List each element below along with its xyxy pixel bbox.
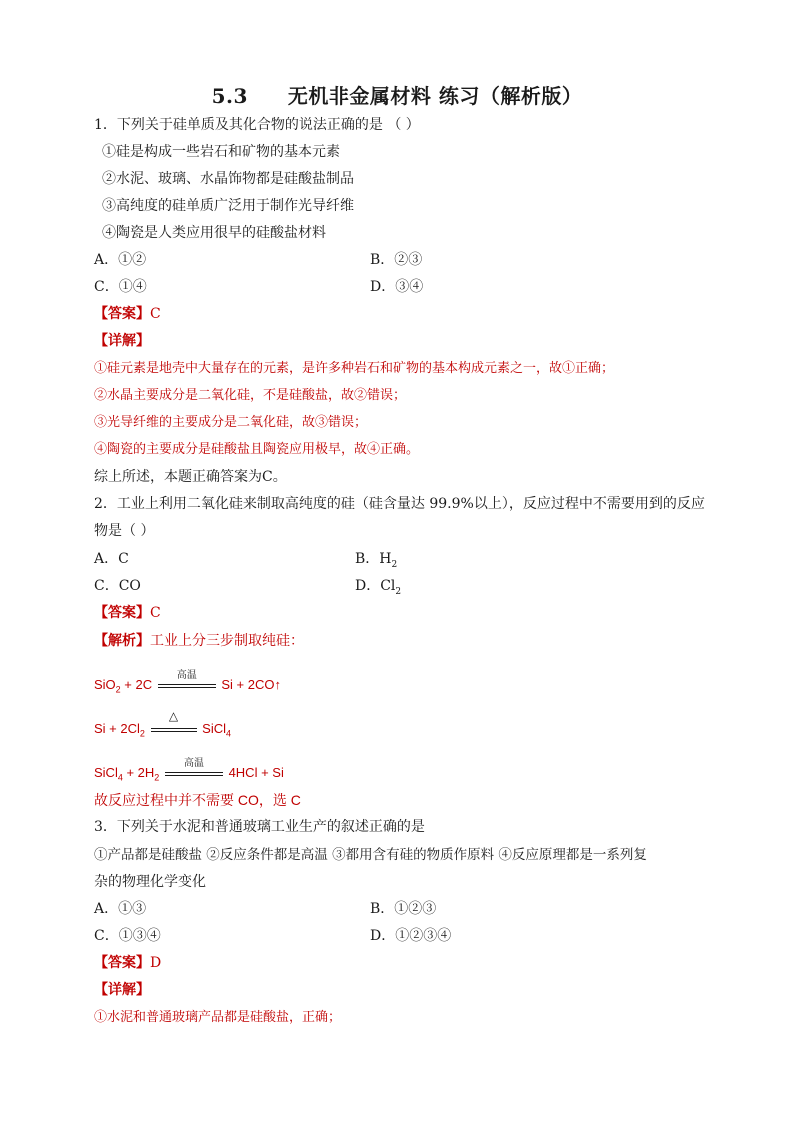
q1-statement-4: ④陶瓷是人类应用很早的硅酸盐材料 [102, 225, 326, 241]
reaction-arrow: 高温 [165, 767, 223, 781]
answer-value: C [150, 605, 161, 621]
q3-detail-tag: 【详解】 [94, 982, 150, 998]
q3-stem: 3．下列关于水泥和普通玻璃工业生产的叙述正确的是 [94, 819, 425, 835]
q2-answer [94, 604, 161, 622]
q1-detail-tag: 【详解】 [94, 333, 150, 349]
q1-summary: 综上所述，本题正确答案为C。 [94, 469, 287, 485]
equation-1: SiO$_2$ + 2C 高温 Si + 2CO↑ [94, 669, 281, 695]
equation-3: SiCl$_4$ + $2H_2$ 高温 4HCl + Si [94, 757, 284, 783]
q1-statement-2: ②水泥、玻璃、水晶饰物都是硅酸盐制品 [102, 171, 354, 187]
q1-explain-3: ③光导纤维的主要成分是二氧化硅，故③错误； [94, 415, 368, 430]
q1-option-c: C．①④ [94, 279, 147, 295]
q2-analysis [94, 631, 304, 650]
answer-tag: 【答案】 [94, 955, 150, 971]
q1-statement-1: ①硅是构成一些岩石和矿物的基本元素 [102, 144, 340, 160]
q1-option-b: B．②③ [370, 252, 423, 268]
q3-option-d: D．①②③④ [370, 928, 452, 944]
q2-option-a: A．C [94, 551, 129, 567]
q1-stem: 1．下列关于硅单质及其化合物的说法正确的是 （ ） [94, 117, 420, 133]
q3-answer [94, 954, 161, 972]
analysis-text: 工业上分三步制取纯硅： [150, 632, 304, 648]
q2-option-d: D．$Cl_2$ [355, 578, 402, 597]
q1-statement-3: ③高纯度的硅单质广泛用于制作光导纤维 [102, 198, 354, 214]
page-title [0, 80, 794, 109]
title-text: 无机非金属材料 练习（解析版） [287, 84, 583, 108]
answer-value: D [150, 955, 162, 971]
q1-answer [94, 305, 161, 323]
section-number: 5.3 [211, 84, 248, 108]
q1-explain-1: ①硅元素是地壳中大量存在的元素，是许多种岩石和矿物的基本构成元素之一，故①正确； [94, 361, 615, 376]
q2-stem-line-2: 物是（ ） [94, 523, 155, 539]
equation-2: $Si + 2Cl_2$ △ SiCl$_4$ [94, 708, 232, 739]
q1-explain-4: ④陶瓷的主要成分是硅酸盐且陶瓷应用极早，故④正确。 [94, 442, 420, 457]
q3-statements-line-2: 杂的物理化学变化 [94, 874, 206, 890]
q3-option-c: C．①③④ [94, 928, 161, 944]
reaction-arrow: 高温 [158, 679, 216, 693]
answer-tag: 【答案】 [94, 306, 150, 322]
q2-conclusion: 故反应过程中并不需要 CO，选 C [94, 792, 301, 808]
q3-explain-1: ①水泥和普通玻璃产品都是硅酸盐，正确； [94, 1010, 342, 1025]
reaction-arrow: △ [151, 723, 197, 737]
q1-option-d: D．③④ [370, 279, 424, 295]
q2-option-c: C．CO [94, 578, 141, 594]
q2-stem-line-1: 2．工业上利用二氧化硅来制取高纯度的硅（硅含量达 99.9%以上），反应过程中不需要用到的反应 [94, 496, 705, 512]
answer-tag: 【答案】 [94, 605, 150, 621]
q3-option-a: A．①③ [94, 901, 147, 917]
q1-explain-2: ②水晶主要成分是二氧化硅，不是硅酸盐，故②错误； [94, 388, 407, 403]
answer-value: C [150, 306, 161, 322]
q3-option-b: B．①②③ [370, 901, 437, 917]
analysis-tag: 【解析】 [94, 633, 150, 649]
q1-option-a: A．①② [94, 252, 147, 268]
q2-option-b: B．$H_2$ [355, 551, 398, 570]
q3-statements-line-1: ①产品都是硅酸盐 ②反应条件都是高温 ③都用含有硅的物质作原料 ④反应原理都是一系列复 [94, 847, 647, 863]
